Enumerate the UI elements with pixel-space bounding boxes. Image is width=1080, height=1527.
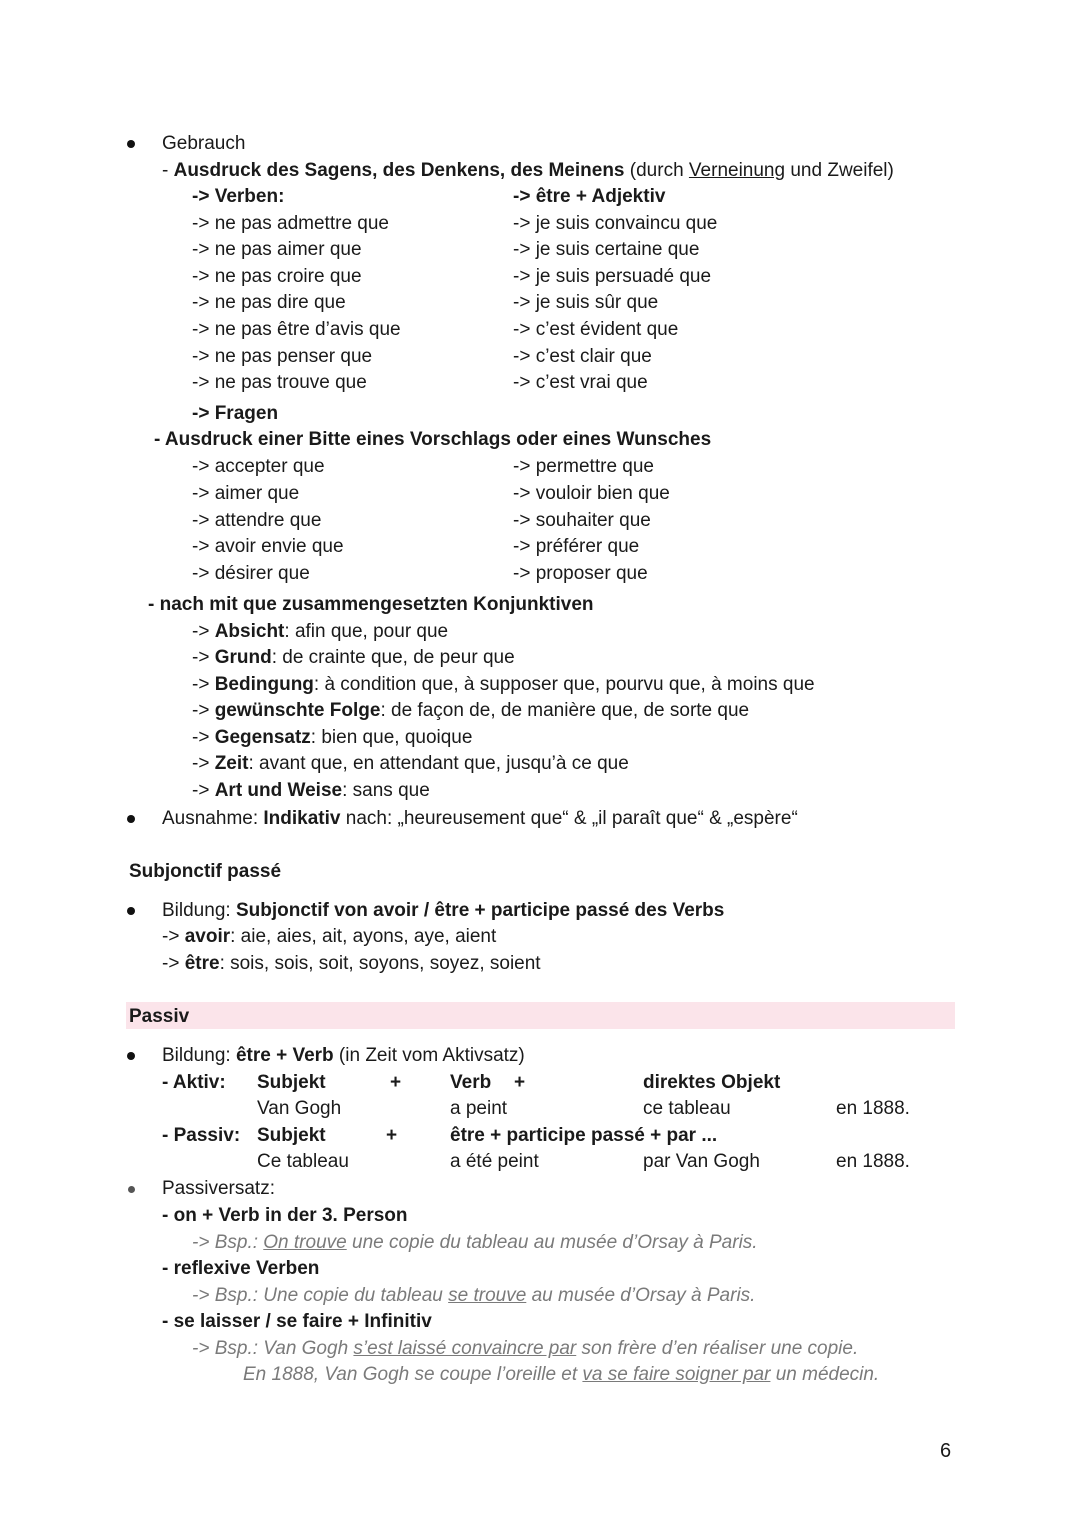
verb-item: -> ne pas admettre que bbox=[192, 213, 389, 234]
aktiv-example-cell: a peint bbox=[450, 1098, 508, 1119]
fragen-heading: -> Fragen bbox=[192, 403, 279, 424]
plus-sign: + bbox=[390, 1072, 402, 1093]
reflexive-example: -> Bsp.: Une copie du tableau se trouve au musée d’Orsay à Paris. bbox=[192, 1285, 756, 1306]
verb-item: -> ne pas dire que bbox=[192, 292, 346, 313]
bitte-item: -> préférer que bbox=[513, 536, 640, 557]
subjonctif-passe-heading: Subjonctif passé bbox=[129, 861, 282, 882]
passiv-heading-band bbox=[126, 1002, 955, 1029]
konj-item: -> Zeit: avant que, en attendant que, jusqu’à ce que bbox=[192, 753, 629, 774]
konj-item: -> Gegensatz: bien que, quoique bbox=[192, 727, 473, 748]
aktiv-label: - Aktiv: bbox=[162, 1072, 226, 1093]
konj-item: -> Bedingung: à condition que, à supposer que, pourvu que, à moins que bbox=[192, 674, 815, 695]
bitte-item: -> aimer que bbox=[192, 483, 300, 504]
verb-item: -> ne pas aimer que bbox=[192, 239, 362, 260]
section-konjunktiven: - nach mit que zusammengesetzten Konjunktiven bbox=[148, 594, 594, 615]
konj-item: -> Art und Weise: sans que bbox=[192, 780, 430, 801]
bullet bbox=[127, 815, 135, 823]
laisser-example-2: En 1888, Van Gogh se coupe l’oreille et va se faire soigner par un médecin. bbox=[243, 1364, 880, 1385]
subjekt-label: Subjekt bbox=[257, 1072, 326, 1093]
etre-item: -> je suis persuadé que bbox=[513, 266, 712, 287]
konj-item: -> Absicht: afin que, pour que bbox=[192, 621, 449, 642]
subjonctif-bildung: Bildung: Subjonctif von avoir / être + participe passé des Verbs bbox=[162, 900, 725, 921]
verben-heading: -> Verben: bbox=[192, 186, 285, 207]
passiv-example-cell: en 1888. bbox=[836, 1151, 910, 1172]
passiv-bildung: Bildung: être + Verb (in Zeit vom Aktivsatz) bbox=[162, 1045, 525, 1066]
verb-item: -> ne pas trouve que bbox=[192, 372, 367, 393]
subjekt-label: Subjekt bbox=[257, 1125, 326, 1146]
gebrauch-heading: Gebrauch bbox=[162, 133, 246, 154]
section-sagens: - Ausdruck des Sagens, des Denkens, des Meinens (durch Verneinung und Zweifel) bbox=[162, 160, 894, 181]
bullet bbox=[127, 140, 135, 148]
bitte-item: -> souhaiter que bbox=[513, 510, 651, 531]
laisser-heading: - se laisser / se faire + Infinitiv bbox=[162, 1311, 432, 1332]
laisser-example-1: -> Bsp.: Van Gogh s’est laissé convaincre par son frère d’en réaliser une copie. bbox=[192, 1338, 859, 1359]
bitte-item: -> vouloir bien que bbox=[513, 483, 670, 504]
bitte-item: -> attendre que bbox=[192, 510, 322, 531]
page-number: 6 bbox=[940, 1440, 952, 1462]
aktiv-example-cell: en 1888. bbox=[836, 1098, 910, 1119]
passiv-example-cell: par Van Gogh bbox=[643, 1151, 760, 1172]
etre-item: -> c’est évident que bbox=[513, 319, 679, 340]
etre-item: -> je suis certaine que bbox=[513, 239, 700, 260]
plus-sign: + bbox=[386, 1125, 398, 1146]
aktiv-example-cell: ce tableau bbox=[643, 1098, 731, 1119]
bitte-item: -> permettre que bbox=[513, 456, 654, 477]
avoir-line: -> avoir: aie, aies, ait, ayons, aye, aient bbox=[162, 926, 497, 947]
bullet bbox=[128, 1186, 135, 1193]
plus-sign: + bbox=[514, 1072, 526, 1093]
bullet bbox=[127, 907, 135, 915]
konj-item: -> Grund: de crainte que, de peur que bbox=[192, 647, 515, 668]
direktes-objekt-label: direktes Objekt bbox=[643, 1072, 781, 1093]
etre-item: -> c’est clair que bbox=[513, 346, 652, 367]
passiv-example-cell: a été peint bbox=[450, 1151, 539, 1172]
verb-label: Verb bbox=[450, 1072, 492, 1093]
etre-item: -> c’est vrai que bbox=[513, 372, 648, 393]
on-example: -> Bsp.: On trouve une copie du tableau au musée d’Orsay à Paris. bbox=[192, 1232, 758, 1253]
passiv-example-cell: Ce tableau bbox=[257, 1151, 349, 1172]
section-bitte: - Ausdruck einer Bitte eines Vorschlags oder eines Wunsches bbox=[154, 429, 712, 450]
passiv-formula: être + participe passé + par ... bbox=[450, 1125, 718, 1146]
bitte-item: -> accepter que bbox=[192, 456, 325, 477]
passiversatz-heading: Passiversatz: bbox=[162, 1178, 275, 1199]
verb-item: -> ne pas être d’avis que bbox=[192, 319, 401, 340]
etre-item: -> je suis sûr que bbox=[513, 292, 659, 313]
konj-item: -> gewünschte Folge: de façon de, de manière que, de sorte que bbox=[192, 700, 750, 721]
etre-line: -> être: sois, sois, soit, soyons, soyez, soient bbox=[162, 953, 541, 974]
etre-item: -> je suis convaincu que bbox=[513, 213, 718, 234]
verb-item: -> ne pas croire que bbox=[192, 266, 362, 287]
etre-adjektiv-heading: -> être + Adjektiv bbox=[513, 186, 666, 207]
on-heading: - on + Verb in der 3. Person bbox=[162, 1205, 408, 1226]
verb-item: -> ne pas penser que bbox=[192, 346, 373, 367]
bullet bbox=[127, 1052, 135, 1060]
passiv-heading: Passiv bbox=[129, 1006, 190, 1027]
bitte-item: -> proposer que bbox=[513, 563, 648, 584]
aktiv-example-cell: Van Gogh bbox=[257, 1098, 342, 1119]
ausnahme-line: Ausnahme: Indikativ nach: „heureusement que“ & „il paraît que“ & „espère“ bbox=[162, 808, 798, 829]
bitte-item: -> avoir envie que bbox=[192, 536, 344, 557]
passiv-label: - Passiv: bbox=[162, 1125, 241, 1146]
bitte-item: -> désirer que bbox=[192, 563, 310, 584]
reflexive-heading: - reflexive Verben bbox=[162, 1258, 320, 1279]
